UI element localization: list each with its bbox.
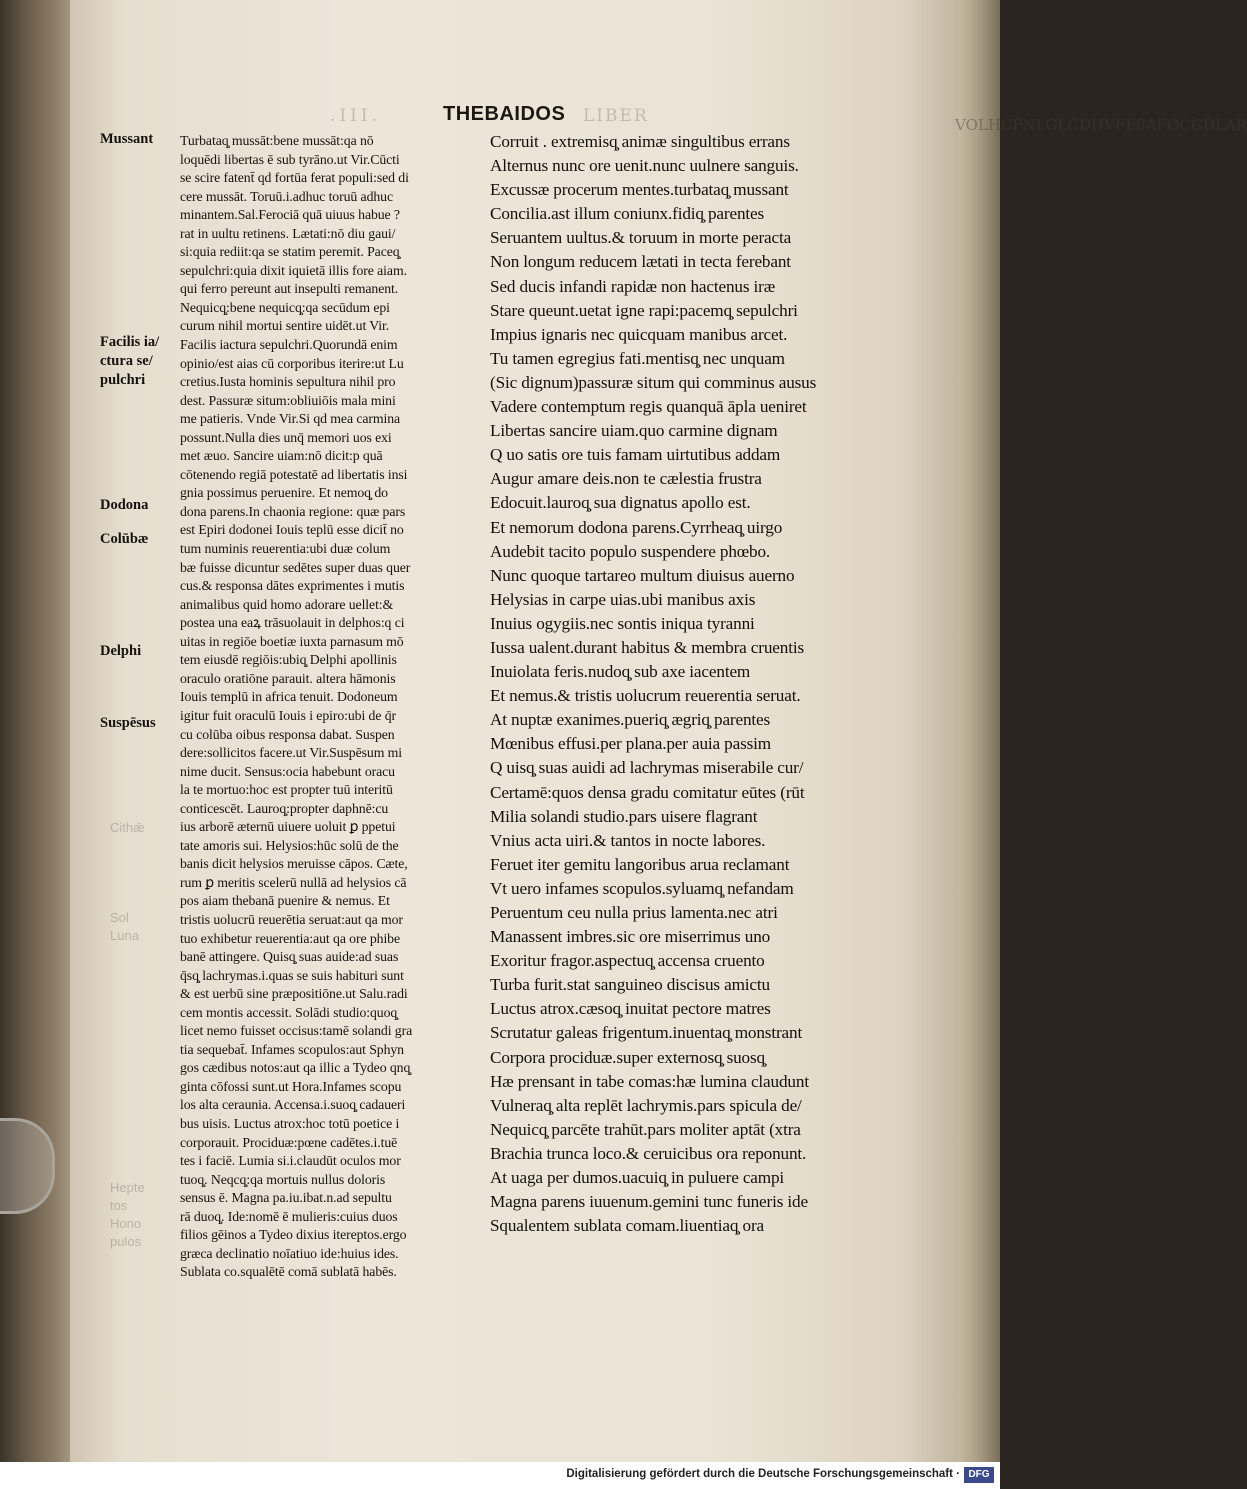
commentary-line: grӕca declinatio noīatiuo ide:huius ides. [180,1245,399,1261]
commentary-line: qui ferro pereunt aut insepulti remanent. [180,281,399,297]
commentary-line: met æuo. Sancire uiam:nō dicit:p quā [180,448,383,464]
commentary-line: cus.& responsa dātes exprimentes i mutis [180,578,405,594]
verse-line: Alternus nunc ore uenit.nunc uulnere sanguis. [490,156,799,176]
commentary-line: bus uisis. Luctus atrox:hoc totū poetice i [180,1115,400,1131]
commentary-line: Sublata co.squalētē comā sublatā habēs. [180,1264,397,1280]
commentary-line: se scire fatent̄ qd fortūa ferat populi:sed di [180,170,409,186]
commentary-line: pos aiam thebanā puenire & nemus. Et [180,893,390,909]
commentary-line: dona parens.In chaonia regione: quæ pars [180,503,406,519]
commentary-line: loquēdi libertas ē sub tyrāno.ut Vir.Cūcti [180,151,400,167]
commentary-line: me patieris. Vnde Vir.Si qd mea carmina [180,411,401,427]
commentary-line: tristis uolucrū reuerētia seruat:aut qa mor [180,911,403,927]
commentary-line: bæ fuisse dicuntur sedētes super duas quer [180,559,411,575]
commentary-line: Facilis iactura sepulchri.Quorundā enim [180,337,398,353]
verse-line: Non longum reducem lætati in tecta ferebant [490,252,791,272]
commentary-line: tes i faciē. Lumia si.i.claudūt oculos mor [180,1153,401,1169]
verse-line: Impius ignaris nec quicquam manibus arcet. [490,324,788,344]
commentary-line: sepulchri:quia dixit iquietā illis fore aiam. [180,262,407,278]
verse-line: Concilia.ast illum coniunx.fidiq̧ parentes [490,204,765,224]
verse-line: Vnius acta uiri.& tantos in nocte labores. [490,830,766,850]
commentary-line: cretius.Iusta hominis sepultura nihil pro [180,374,396,390]
commentary-line: curum nihil mortui sentire uidēt.ut Vir. [180,318,390,334]
margin-note: Colūbæ [100,531,149,547]
commentary-line: cem montis accessit. Solādi studio:quoq̧ [180,1004,398,1020]
verse-line: Et nemorum dodona parens.Cyrrheaq̧ uirgo [490,517,783,537]
commentary-line: minantem.Sal.Ferociā quā uiuus habue ? [180,207,400,223]
commentary-line: cere mussāt. Toruū.i.adhuc toruū adhuc [180,188,393,204]
dfg-logo: DFG [964,1467,994,1483]
verse-line: Et nemus.& tristis uolucrum reuerentia seruat. [490,686,801,706]
commentary-line: opinio/est aias cū corporibus iterire:ut Lu [180,355,404,371]
commentary-line: est Epiri dodonei Iouis teplū esse dicit̄ no [180,522,404,538]
commentary-line: rum ꝑ meritis scelerū nullā ad helysios cā [180,874,407,890]
verse-line: Edocuit.lauroq̧ sua dignatus apollo est. [490,493,751,513]
commentary-line: los alta ceraunia. Accensa.i.suoq̧ cadaueri [180,1097,406,1113]
commentary-line: rā duoq̧. Ide:nomē ē mulieris:cuius duos [180,1208,398,1224]
commentary-line: banē attingere. Quisq̧ suas auide:ad suas [180,949,399,965]
commentary-line: gos cædibus notos:aut qa illic a Tydeo qnq̧ [180,1060,411,1076]
verse-line: (Sic dignum)passuræ situm qui comminus ausus [490,372,817,392]
verse-line: Seruantem uultus.& toruum in morte peracta [490,228,792,248]
verse-line: Luctus atrox.cæsoq̧ inuitat pectore matres [490,999,771,1019]
verse-column [490,130,920,1238]
verse-line: Corpora prociduæ.super externosq̧ suosq̧ [490,1047,765,1067]
verse-line: Nequicq̧ parcēte trahūt.pars moliter aptāt (xtra [490,1119,801,1139]
commentary-line: corporauit. Prociduæ:pœne cadētes.i.tuē [180,1134,398,1150]
verse-line: Vulneraq̧ alta replēt lachrymis.pars spicula de/ [490,1095,802,1115]
verse-line: At nuptæ exanimes.pueriq̧ ægriq̧ parentes [490,710,771,730]
commentary-line: postea una eaꝝ trāsuolauit in delphos:q ci [180,615,405,631]
commentary-line: si:quia rediit:qa se statim peremit. Paceq̧ [180,244,400,260]
commentary-line: Turbataq̧ mussāt:bene mussāt:qa nō [180,133,374,148]
commentary-line: possunt.Nulla dies unq̄ memori uos exi [180,429,392,445]
ghost-note: Luna [110,928,139,943]
ghost-note: Cithǣ [110,820,145,835]
commentary-line: ginta cōfossi sunt.ut Hora.Infames scopu [180,1078,402,1094]
commentary-line: Nequicq̧:bene nequicq̧:qa secūdum epi [180,299,390,315]
verse-line: Vadere contemptum regis quanquā āpla ueniret [490,397,807,417]
commentary-column [180,132,490,1282]
commentary-line: tia sequebat̄. Infames scopulos:aut Sphyn [180,1041,404,1057]
ghost-note: pulos [110,1234,142,1249]
ghost-note: tos [110,1198,128,1213]
commentary-line: conticescēt. Lauroq̧:propter daphnē:cu [180,800,389,816]
verse-line: Certamē:quos densa gradu comitatur eūtes (rūt [490,782,805,802]
ghost-header-left: .III. [330,106,381,126]
verse-line: Q uo satis ore tuis famam uirtutibus addam [490,445,781,465]
commentary-line: dere:sollicitos facere.ut Vir.Suspēsum mi [180,745,403,761]
verse-line: Audebit tacito populo suspendere phœbo. [490,541,771,561]
verse-line: Manassent imbres.sic ore miserrimus uno [490,927,771,947]
verse-line: Hæ prensant in tabe comas:hæ lumina claudunt [490,1071,809,1091]
ghost-header-right: LIBER [583,106,649,126]
commentary-line: animalibus quid homo adorare uellet:& [180,596,394,612]
page-header [0,103,1000,133]
verse-line: Tu tamen egregius fati.mentisq̧ nec unquam [490,348,785,368]
commentary-line: cōtenendo regiā potestatē ad libertatis insi [180,466,408,482]
margin-note: Delphi [100,643,142,659]
verse-line: Corruit . extremisq̧ animæ singultibus errans [490,132,790,151]
verse-line: Scrutatur galeas frigentum.inuentaq̧ monstrant [490,1023,803,1043]
ghost-note: Sol [110,910,129,925]
commentary-line: ius arborē æternū uiuere uoluit ꝑ ppetui [180,819,396,835]
margin-note: Dodona [100,497,149,513]
verse-line: Libertas sancire uiam.quo carmine dignam [490,421,778,441]
verse-line: Q uisq̧ suas auidi ad lachrymas miserabile cur/ [490,758,804,778]
commentary-line: Iouis templū in africa tenuit. Dodoneum [180,689,398,705]
commentary-line: banis dicit helysios meruisse cāpos. Cæte, [180,856,408,872]
verse-line: Exoritur fragor.aspectuq̧ accensa cruento [490,951,765,971]
commentary-line: cu colūba oibus responsa dabat. Suspen [180,726,395,742]
running-title: THEBAIDOS [443,103,566,125]
verse-line: Feruet iter gemitu langoribus arua reclamant [490,854,790,874]
commentary-line: la te mortuo:hoc est propter tuū interitū [180,782,393,798]
commentary-line: sensus ē. Magna pa.iu.ibat.n.ad sepultu [180,1190,392,1206]
verse-line: Inuiolata feris.nudoq̧ sub axe iacentem [490,662,751,682]
verse-line: Brachia trunca loco.& ceruicibus ora reponunt. [490,1143,807,1163]
commentary-line: nime ducit. Sensus:ocia habebunt oracu [180,763,395,779]
commentary-line: gnia possimus peruenire. Et nemoq̧ do [180,485,388,501]
commentary-line: oraculo oratiōne parauit. altera hāmonis [180,670,396,686]
verse-line: Magna parens iuuenum.gemini tunc funeris ide [490,1192,808,1212]
commentary-line: q̄sq̧ lachrymas.i.quas se suis habituri sunt [180,967,404,983]
commentary-line: dest. Passuræ situm:obliuiōis mala mini [180,392,396,408]
verse-line: Helysias in carpe uias.ubi manibus axis [490,589,756,609]
verse-line: Stare queunt.uetat igne rapi:pacemq̧ sepulchri [490,300,798,320]
verse-line: Inuius ogygiis.nec sontis iniqua tyranni [490,613,755,633]
bleed-through-text: VOLHCPNLGLCDHVFE8AFOCGDLAR [955,116,1247,134]
verse-line: Milia solandi studio.pars uisere flagrant [490,806,758,826]
commentary-line: igitur fuit oraculū Iouis i epiro:ubi de q̄r [180,707,397,723]
commentary-line: tate amoris sui. Helysios:hūc solū de the [180,837,399,853]
ghost-note: Hono [110,1216,142,1231]
margin-note: Facilis ia/ ctura se/ pulchri [100,334,160,388]
verse-line: Mœnibus effusi.per plana.per auia passim [490,734,772,754]
commentary-line: filios gēinos a Tydeo dixius itereptos.ergo [180,1227,407,1243]
commentary-line: & est uerbū sine præpositiōne.ut Salu.radi [180,986,408,1002]
commentary-line: tum numinis reuerentia:ubi duæ colum [180,541,391,557]
verse-line: At uaga per dumos.uacuiq̧ in puluere campi [490,1168,785,1188]
verse-line: Nunc quoque tartareo multum diuisus auerno [490,565,795,585]
digitization-footer [0,1462,1000,1489]
commentary-line: tuo exhibetur reuerentia:aut qa ore phibe [180,930,401,946]
margin-note: Suspēsus [100,715,156,731]
ghost-note: Hepte [110,1180,145,1195]
verse-line: Vt uero infames scopulos.syluamq̧ nefandam [490,878,794,898]
verse-line: Turba furit.stat sanguineo discisus amictu [490,975,770,995]
margin-note: Mussant [100,131,154,147]
verse-line: Sed ducis infandi rapidæ non hactenus iræ [490,276,776,296]
commentary-line: tem eiusdē regiōis:ubiq̧ Delphi apollinis [180,652,397,668]
verse-line: Peruentum ceu nulla prius lamenta.nec atri [490,903,778,922]
commentary-line: rat in uultu retinens. Lætati:nō diu gaui/ [180,225,396,241]
verse-line: Augur amare deis.non te cælestia frustra [490,469,762,489]
verse-line: Excussæ procerum mentes.turbataq̧ mussant [490,180,789,200]
book-left-edge [0,0,78,1462]
commentary-line: licet nemo fuisset occisus:tamē solandi gra [180,1023,413,1039]
verse-line: Squalentem sublata comam.liuentiaq̧ ora [490,1216,764,1236]
commentary-line: uitas in regiōe boetiæ iuxta parnasum mō [180,633,404,649]
commentary-line: tuoq̧. Neqcq̧:qa mortuis nullus doloris [180,1171,386,1187]
funding-credit: Digitalisierung gefördert durch die Deutsche Forschungsgemeinschaft · [566,1468,960,1480]
verse-line: Iussa ualent.durant habitus & membra cruentis [490,637,804,657]
